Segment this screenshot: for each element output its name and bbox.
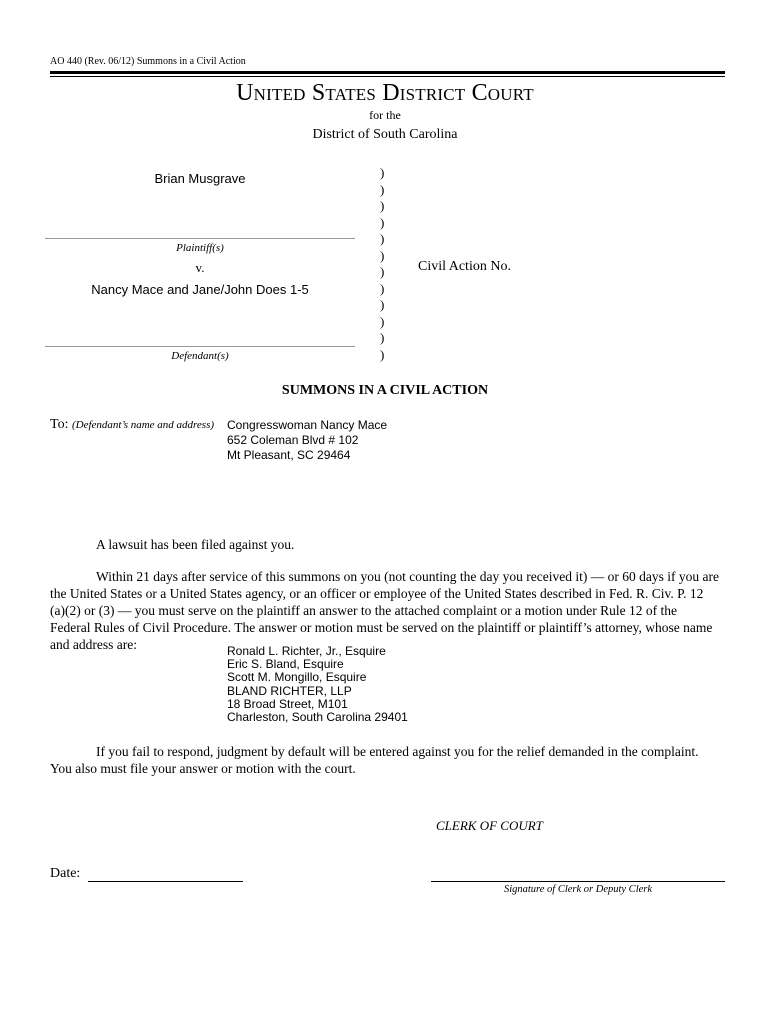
- attorney-line: 18 Broad Street, M101: [227, 696, 348, 711]
- caption-paren: ): [380, 198, 385, 213]
- versus-label: v.: [195, 260, 205, 275]
- defendant-role-label: Defendant(s): [171, 350, 229, 362]
- caption-paren: ): [380, 280, 385, 296]
- summons-heading: SUMMONS IN A CIVIL ACTION: [281, 383, 489, 398]
- header-rule-thin: [50, 76, 725, 77]
- plaintiff-role-label: Plaintiff(s): [176, 242, 224, 254]
- civil-action-label: Civil Action No.: [418, 259, 511, 274]
- attorney-line: BLAND RICHTER, LLP: [227, 683, 352, 698]
- address-line: Mt Pleasant, SC 29464: [227, 448, 351, 462]
- defendant-name: Nancy Mace and Jane/John Does 1-5: [91, 282, 309, 297]
- date-line: [88, 881, 243, 882]
- to-hint: (Defendant’s name and address): [71, 419, 215, 431]
- attorney-line: Charleston, South Carolina 29401: [227, 710, 408, 725]
- caption-paren: ): [380, 264, 385, 279]
- caption-paren-column: [380, 165, 392, 363]
- defendant-address: [227, 418, 387, 463]
- signature-line: [431, 881, 725, 882]
- to-label: To:: [50, 417, 69, 432]
- attorney-address: [227, 645, 408, 724]
- to-line: [50, 417, 214, 433]
- caption-paren: ): [380, 214, 385, 230]
- caption-paren: ): [380, 181, 385, 197]
- caption-paren: ): [380, 297, 385, 312]
- caption-paren: ): [380, 313, 385, 329]
- attorney-line: Eric S. Bland, Esquire: [227, 657, 344, 672]
- response-paragraph: Within 21 days after service of this summons on you (not counting the day you received it) — or 60 days if you are the United States or a United States agency, or an officer or employee of the United States described in Fed. R. Civ. P. 12 (a)(2) or (3) — you must serve on the plaintiff an answer to the attached complaint or a motion under Rule 12 of the Federal Rules of Civil Procedure. The answer or motion must be served on the plaintiff or plaintiff’s attorney, whose name and address are:: [50, 569, 719, 652]
- attorney-line: Scott M. Mongillo, Esquire: [227, 670, 367, 685]
- default-paragraph: If you fail to respond, judgment by default will be entered against you for the relief demanded in the complaint. You also must file your answer or motion with the court.: [50, 744, 699, 776]
- header-rule-thick: [50, 71, 725, 74]
- form-id: AO 440 (Rev. 06/12) Summons in a Civil Action: [50, 56, 246, 67]
- district-name: District of South Carolina: [312, 127, 458, 142]
- address-line: 652 Coleman Blvd # 102: [227, 433, 359, 447]
- clerk-of-court-label: CLERK OF COURT: [436, 818, 543, 833]
- lawsuit-paragraph: A lawsuit has been filed against you.: [96, 537, 295, 552]
- date-label: Date:: [50, 866, 81, 881]
- caption-paren: ): [380, 165, 385, 180]
- caption-paren: ): [380, 330, 385, 345]
- caption-paren: ): [380, 346, 385, 362]
- caption-paren: ): [380, 247, 385, 263]
- caption-paren: ): [380, 231, 385, 246]
- attorney-line: Ronald L. Richter, Jr., Esquire: [227, 644, 386, 658]
- signature-caption: Signature of Clerk or Deputy Clerk: [503, 884, 653, 895]
- plaintiff-rule: [45, 238, 355, 239]
- court-title: United States District Court: [236, 80, 534, 106]
- address-line: Congresswoman Nancy Mace: [227, 418, 388, 432]
- defendant-rule: [45, 346, 355, 347]
- plaintiff-name: Brian Musgrave: [154, 171, 246, 186]
- for-the-label: for the: [369, 108, 401, 122]
